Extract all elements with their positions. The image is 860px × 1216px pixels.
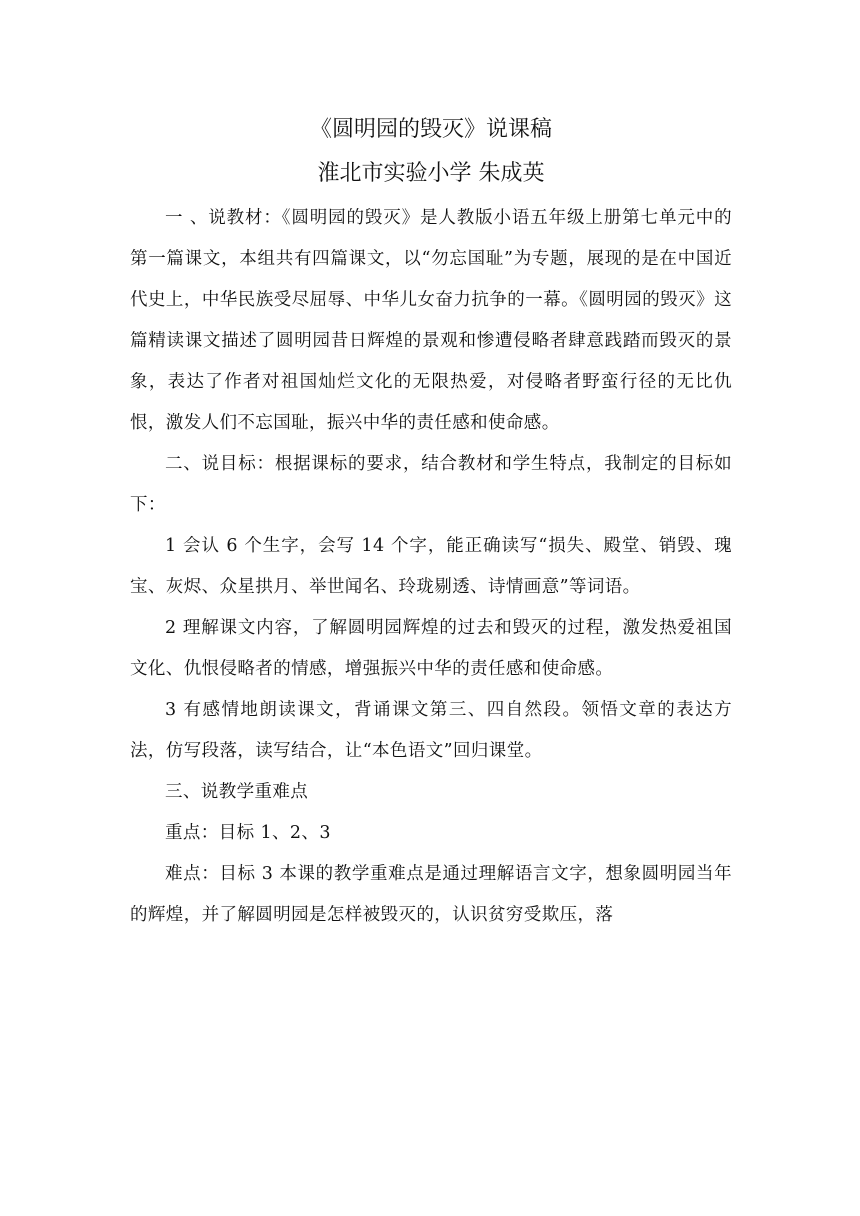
paragraph-textbook: 一 、说教材：《圆明园的毁灭》是人教版小语五年级上册第七单元中的第一篇课文，本组共有四篇课文，以“勿忘国耻”为专题，展现的是在中国近代史上，中华民族受尽屈辱、中华儿女奋力抗争的一幕。《圆明园的毁灭》这篇精读课文描述了圆明园昔日辉煌的景观和惨遭侵略者肆意践踏而毁灭的景象，表达了作者对祖国灿烂文化的无限热爱，对侵略者野蛮行径的无比仇恨，激发人们不忘国耻，振兴中华的责任感和使命感。 [130,208,732,433]
author-line: 淮北市实验小学 朱成英 [317,161,545,186]
paragraph-key-points: 重点：目标 1、2、3 [165,823,331,843]
paragraph-key-difficult-heading: 三、说教学重难点 [165,782,309,802]
paragraph-difficult-points: 难点：目标 3 本课的教学重难点是通过理解语言文字，想象圆明园当年的辉煌，并了解圆明园是怎样被毁灭的，认识贫穷受欺压，落 [130,864,732,925]
document-page [130,108,732,936]
paragraph-objectives: 二、说目标：根据课标的要求，结合教材和学生特点，我制定的目标如下： [130,454,732,515]
paragraph-objective-1: 1 会认 6 个生字，会写 14 个字，能正确读写“损失、殿堂、销毁、瑰宝、灰烬、众星拱月、举世闻名、玲珑剔透、诗情画意”等词语。 [130,536,732,597]
paragraph-objective-3: 3 有感情地朗读课文，背诵课文第三、四自然段。领悟文章的表达方法，仿写段落，读写结合，让“本色语文”回归课堂。 [130,700,732,761]
paragraph-objective-2: 2 理解课文内容，了解圆明园辉煌的过去和毁灭的过程，激发热爱祖国文化、仇恨侵略者的情感，增强振兴中华的责任感和使命感。 [130,618,732,679]
document-title: 《圆明园的毁灭》说课稿 [309,117,552,142]
